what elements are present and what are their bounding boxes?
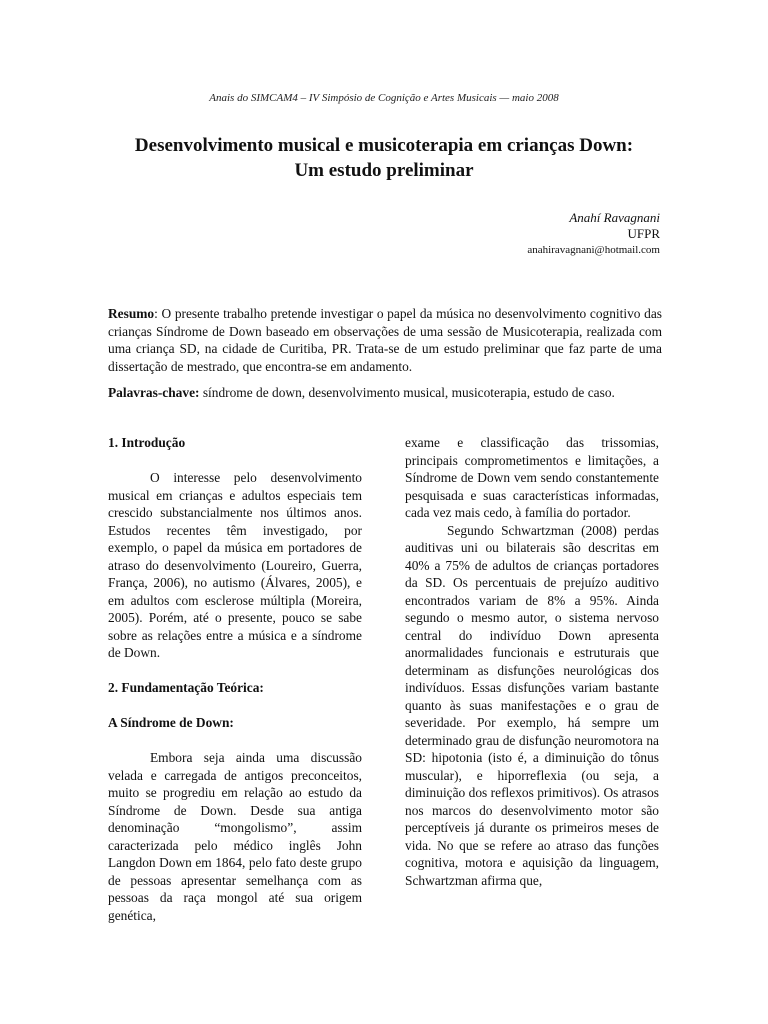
keywords-text: síndrome de down, desenvolvimento musical, musicoterapia, estudo de caso. — [199, 385, 615, 400]
abstract — [108, 305, 662, 375]
down-paragraph: Embora seja ainda uma discussão velada e carregada de antigos preconceitos, muito se progrediu em relação ao estudo da Síndrome de Down. Desde sua antiga denominação “mongolismo”, assim caracterizada pelo médico inglês John Langdon Down em 1864, pelo fato deste grupo de pessoas apresentar semelhança com as pessoas da raça mongol até sua origem genética, — [108, 750, 362, 923]
abstract-label: Resumo — [108, 306, 155, 321]
title-line-1: Desenvolvimento musical e musicoterapia em crianças Down: — [134, 135, 634, 156]
paper-title — [60, 133, 708, 183]
right-column — [405, 434, 659, 889]
right-paragraph-1: exame e classificação das trissomias, principais comprometimentos e limitações, a Síndrome de Down vem sendo constantemente pesquisada e suas características informadas, cada vez mais cedo, à família do portador. — [405, 435, 659, 520]
intro-paragraph: O interesse pelo desenvolvimento musical em crianças e adultos especiais tem crescido substancialmente nos últimos anos. Estudos recentes têm investigado, por exemplo, o papel da música em portadores de atraso do desenvolvimento (Loureiro, Guerra, França, 2006), no autismo (Álvares, 2005), e em adultos com esclerose múltipla (Moreira, 2005). Porém, até o presente, pouco se sabe sobre as relações entre a música e a síndrome de Down. — [108, 470, 362, 660]
down-heading: A Síndrome de Down: — [108, 715, 234, 730]
author-affiliation: UFPR — [627, 226, 660, 241]
theory-heading: 2. Fundamentação Teórica: — [108, 680, 264, 695]
author-block — [527, 210, 660, 258]
intro-heading: 1. Introdução — [108, 435, 186, 450]
keywords-label: Palavras-chave: — [108, 385, 200, 400]
right-paragraph-2: Segundo Schwartzman (2008) perdas auditivas uni ou bilaterais são descritas em 40% a 75% de adultos de crianças portadores da SD. Os percentuais de prejuízo auditivo encontrados variam de 8% a 95%. Ainda segundo o mesmo autor, o sistema nervoso central do indivíduo Down apresenta anormalidades funcionais e estruturais que determinam as disfunções neurológicas dos indivíduos. Essas disfunções variam bastante quanto às suas manifestações e o grau de severidade. Por exemplo, há sempre um determinado grau de disfunção neuromotora na SD: hipotonia (isto é, a diminuição do tônus muscular), e hiporreflexia (ou seja, a diminuição dos reflexos primitivos). Os atrasos nos marcos do desenvolvimento motor são perceptíveis já durante os primeiros meses de vida. No que se refere ao atraso das funções cognitiva, motora e aquisição da linguagem, Schwartzman afirma que, — [405, 522, 659, 888]
title-line-2: Um estudo preliminar — [294, 160, 474, 181]
author-name: Anahí Ravagnani — [569, 210, 660, 225]
running-header: Anais do SIMCAM4 – IV Simpósio de Cognição e Artes Musicais — maio 2008 — [209, 92, 559, 104]
abstract-text: : O presente trabalho pretende investigar o papel da música no desenvolvimento cognitivo das crianças Síndrome de Down baseado em observações de uma sessão de Musicoterapia, realizada com uma criança SD, na cidade de Curitiba, PR. Trata-se de um estudo preliminar que faz parte de uma dissertação de mestrado, que encontra-se em andamento. — [108, 306, 662, 374]
keywords — [108, 384, 662, 402]
left-column — [108, 434, 362, 924]
author-email: anahiravagnani@hotmail.com — [527, 244, 660, 256]
